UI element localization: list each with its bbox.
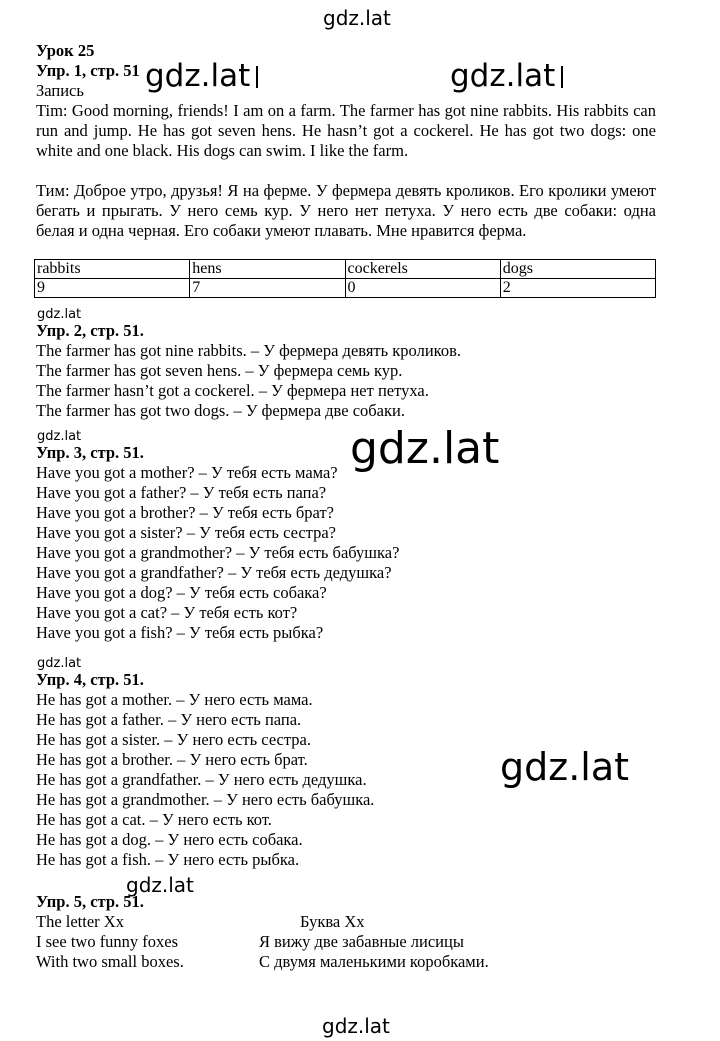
exercise-heading: Упр. 1, стр. 51 xyxy=(36,61,140,80)
exercise-heading: Упр. 4, стр. 51. xyxy=(36,670,144,689)
exercise-line: He has got a fish. – У него есть рыбка. xyxy=(36,850,300,869)
exercise-line: He has got a mother. – У него есть мама. xyxy=(36,690,313,709)
exercise-line: He has got a brother. – У него есть брат. xyxy=(36,750,308,769)
exercise-line: He has got a grandmother. – У него есть бабушка. xyxy=(36,790,375,809)
exercise-line: The farmer has got two dogs. – У фермера две собаки. xyxy=(36,401,405,420)
table-header-cell: rabbits xyxy=(35,260,190,279)
poem-line: The letter Xx xyxy=(36,912,124,931)
lesson-title: Урок 25 xyxy=(36,41,95,60)
poem-line: Я вижу две забавные лисицы xyxy=(259,932,464,951)
table-cell: 2 xyxy=(500,279,655,298)
exercise-2 xyxy=(36,321,656,421)
table-cell: 9 xyxy=(35,279,190,298)
watermark-top: gdz.lat xyxy=(323,6,391,30)
exercise-heading: Упр. 2, стр. 51. xyxy=(36,321,144,340)
poem-line: Буква Xx xyxy=(300,912,365,931)
exercise-line: The farmer hasn’t got a cockerel. – У фермера нет петуха. xyxy=(36,381,429,400)
table-cell: 7 xyxy=(190,279,345,298)
watermark-medium: gdz.lat xyxy=(126,873,194,897)
exercise-line: Have you got a mother? – У тебя есть мама? xyxy=(36,463,338,482)
watermark-large: gdz.lat xyxy=(145,58,258,94)
poem-english xyxy=(36,912,184,972)
watermark-large: gdz.lat xyxy=(350,423,500,474)
table-header-cell: dogs xyxy=(500,260,655,279)
table-row xyxy=(35,279,656,298)
table-header-row xyxy=(35,260,656,279)
exercise-line: The farmer has got nine rabbits. – У фермера девять кроликов. xyxy=(36,341,461,360)
exercise-1 xyxy=(36,41,656,241)
exercise-line: Have you got a grandmother? – У тебя есть бабушка? xyxy=(36,543,400,562)
watermark-small: gdz.lat xyxy=(37,656,82,671)
poem-line: With two small boxes. xyxy=(36,952,184,971)
table-header-cell: cockerels xyxy=(345,260,500,279)
table-cell: 0 xyxy=(345,279,500,298)
exercise-line: Have you got a dog? – У тебя есть собака? xyxy=(36,583,327,602)
exercise-line: Have you got a cat? – У тебя есть кот? xyxy=(36,603,298,622)
exercise-heading: Упр. 5, стр. 51. xyxy=(36,892,144,911)
table-header-cell: hens xyxy=(190,260,345,279)
exercise-line: Have you got a brother? – У тебя есть брат? xyxy=(36,503,334,522)
exercise-line: He has got a sister. – У него есть сестра. xyxy=(36,730,311,749)
exercise-line: He has got a grandfather. – У него есть дедушка. xyxy=(36,770,367,789)
watermark-small: gdz.lat xyxy=(37,429,82,444)
exercise-line: Have you got a sister? – У тебя есть сестра? xyxy=(36,523,336,542)
watermark-large: gdz.lat xyxy=(500,745,630,789)
exercise-line: Have you got a fish? – У тебя есть рыбка? xyxy=(36,623,324,642)
english-paragraph: Tim: Good morning, friends! I am on a farm. The farmer has got nine rabbits. His rabbits can run and jump. He has got seven hens. He hasn’t got a cockerel. He has got two dogs: one white and one black. His dogs can swim. I like the farm. xyxy=(36,101,656,160)
poem-line: I see two funny foxes xyxy=(36,932,179,951)
poem-line: С двумя маленькими коробками. xyxy=(259,952,489,971)
exercise-line: He has got a dog. – У него есть собака. xyxy=(36,830,303,849)
exercise-line: The farmer has got seven hens. – У фермера семь кур. xyxy=(36,361,403,380)
watermark-small: gdz.lat xyxy=(37,307,82,322)
exercise-heading: Упр. 3, стр. 51. xyxy=(36,443,144,462)
exercise-line: Have you got a grandfather? – У тебя есть дедушка? xyxy=(36,563,392,582)
poem-russian xyxy=(259,912,489,972)
exercise-subheading: Запись xyxy=(36,81,84,100)
watermark-large: gdz.lat xyxy=(450,58,563,94)
exercise-3 xyxy=(36,443,656,643)
exercise-line: He has got a cat. – У него есть кот. xyxy=(36,810,272,829)
exercise-line: Have you got a father? – У тебя есть папа? xyxy=(36,483,327,502)
russian-paragraph: Тим: Доброе утро, друзья! Я на ферме. У фермера девять кроликов. Его кролики умеют бегать и прыгать. У него семь кур. У него нет петуха. У него есть две собаки: одна белая и одна черная. Его собаки умеют плавать. Мне нравится ферма. xyxy=(36,181,656,240)
animals-table xyxy=(34,259,656,298)
exercise-line: He has got a father. – У него есть папа. xyxy=(36,710,302,729)
watermark-bottom: gdz.lat xyxy=(322,1014,390,1038)
